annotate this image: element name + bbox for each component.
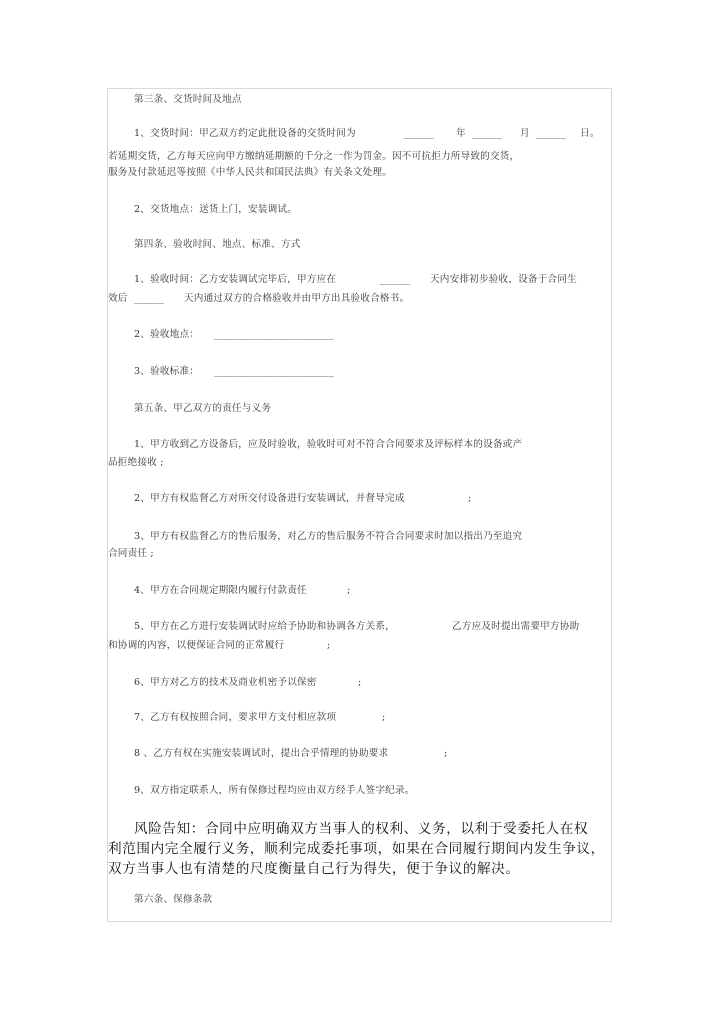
acceptance-time-text-2: 天内安排初步验收，设备于合同生: [430, 274, 577, 285]
acceptance-time-text: 1、验收时间：乙方安装调试完毕后，甲方应在: [134, 274, 337, 285]
duty-5-text-2: 乙方应及时提出需要甲方协助: [452, 621, 580, 632]
duty-5-end: ;: [327, 640, 331, 651]
duty-1-text-cont: 品拒绝接收 ;: [108, 457, 164, 468]
duty-3-text-cont: 合同责任 ;: [108, 548, 154, 559]
article-5-heading: 第五条、甲乙双方的责任与义务: [134, 403, 272, 414]
acceptance-cert-text: 天内通过双方的合格验收并由甲方出具验收合格书。: [184, 293, 410, 304]
duty-2-end: ;: [468, 493, 472, 504]
article-3-heading: 第三条、交货时间及地点: [134, 94, 242, 105]
duty-6-text: 6、甲方对乙方的技术及商业机密予以保密: [134, 677, 317, 688]
year-label: 年: [456, 128, 466, 139]
acceptance-standard-label: 3、验收标准：: [134, 366, 200, 377]
delivery-time-text: 1、交货时间：甲乙双方约定此批设备的交货时间为: [134, 128, 356, 139]
duty-4-text: 4、甲方在合同规定期限内履行付款责任: [134, 585, 307, 596]
acceptance-standard-blank: ________________________: [214, 366, 334, 377]
article-6-heading: 第六条、保修条款: [134, 894, 213, 905]
duty-9-text: 9、双方指定联系人，所有保修过程均应由双方经手人签字纪录。: [134, 785, 415, 796]
effective-after-label: 效后: [108, 293, 128, 304]
duty-6-end: ;: [358, 677, 362, 688]
duty-8-end: ;: [444, 748, 448, 759]
risk-notice-line-2: 利范围内完全履行义务，顺利完成委托事项，如果在合同履行期间内发生争议，: [108, 841, 605, 857]
acceptance-place-label: 2、验收地点：: [134, 329, 200, 340]
acceptance-blank-1: ______: [380, 274, 410, 285]
duty-2-text: 2、甲方有权监督乙方对所交付设备进行安装调试，并督导完成: [134, 493, 405, 504]
duty-7-text: 7、乙方有权按照合同，要求甲方支付相应款项: [134, 712, 337, 723]
acceptance-blank-2: ______: [134, 293, 164, 304]
acceptance-place-blank: ________________________: [214, 329, 334, 340]
delivery-place-text: 2、交货地点：送货上门，安装调试。: [134, 204, 298, 215]
duty-5-text: 5、甲方在乙方进行安装调试时应给予协助和协调各方关系，: [134, 621, 395, 632]
risk-notice-line-3: 双方当事人也有清楚的尺度衡量自己行为得失，便于争议的解决。: [108, 861, 520, 877]
article-4-heading: 第四条、验收时间、地点、标准、方式: [134, 239, 301, 250]
duty-1-text: 1、甲方收到乙方设备后，应及时验收，验收时可对不符合合同要求及评标样本的设备或产: [134, 439, 523, 450]
risk-notice-line-1: 风险告知：合同中应明确双方当事人的权利、义务，以利于受委托人在权: [134, 821, 589, 837]
duty-4-end: ;: [347, 585, 351, 596]
duty-3-text: 3、甲方有权监督乙方的售后服务，对乙方的售后服务不符合合同要求时加以指出乃至追究: [134, 531, 523, 542]
day-label: 日。: [580, 128, 600, 139]
delivery-blank-1: ______: [404, 128, 434, 139]
month-label: 月: [520, 128, 530, 139]
duty-5-text-cont: 和协调的内容，以便保证合同的正常履行: [108, 640, 285, 651]
duty-7-end: ;: [382, 712, 386, 723]
delivery-blank-3: ______: [536, 128, 566, 139]
delivery-blank-2: ______: [472, 128, 502, 139]
delay-penalty-text: 若延期交货，乙方每天应向甲方缴纳延期额的千分之一作为罚金。因不可抗拒力所导致的交货，: [108, 151, 520, 162]
delay-clause-text: 服务及付款延迟等按照《中华人民共和国民法典》有关条文处理。: [108, 167, 393, 178]
duty-8-text: 8 、乙方有权在实施安装调试时，提出合乎情理的协助要求: [134, 748, 389, 759]
